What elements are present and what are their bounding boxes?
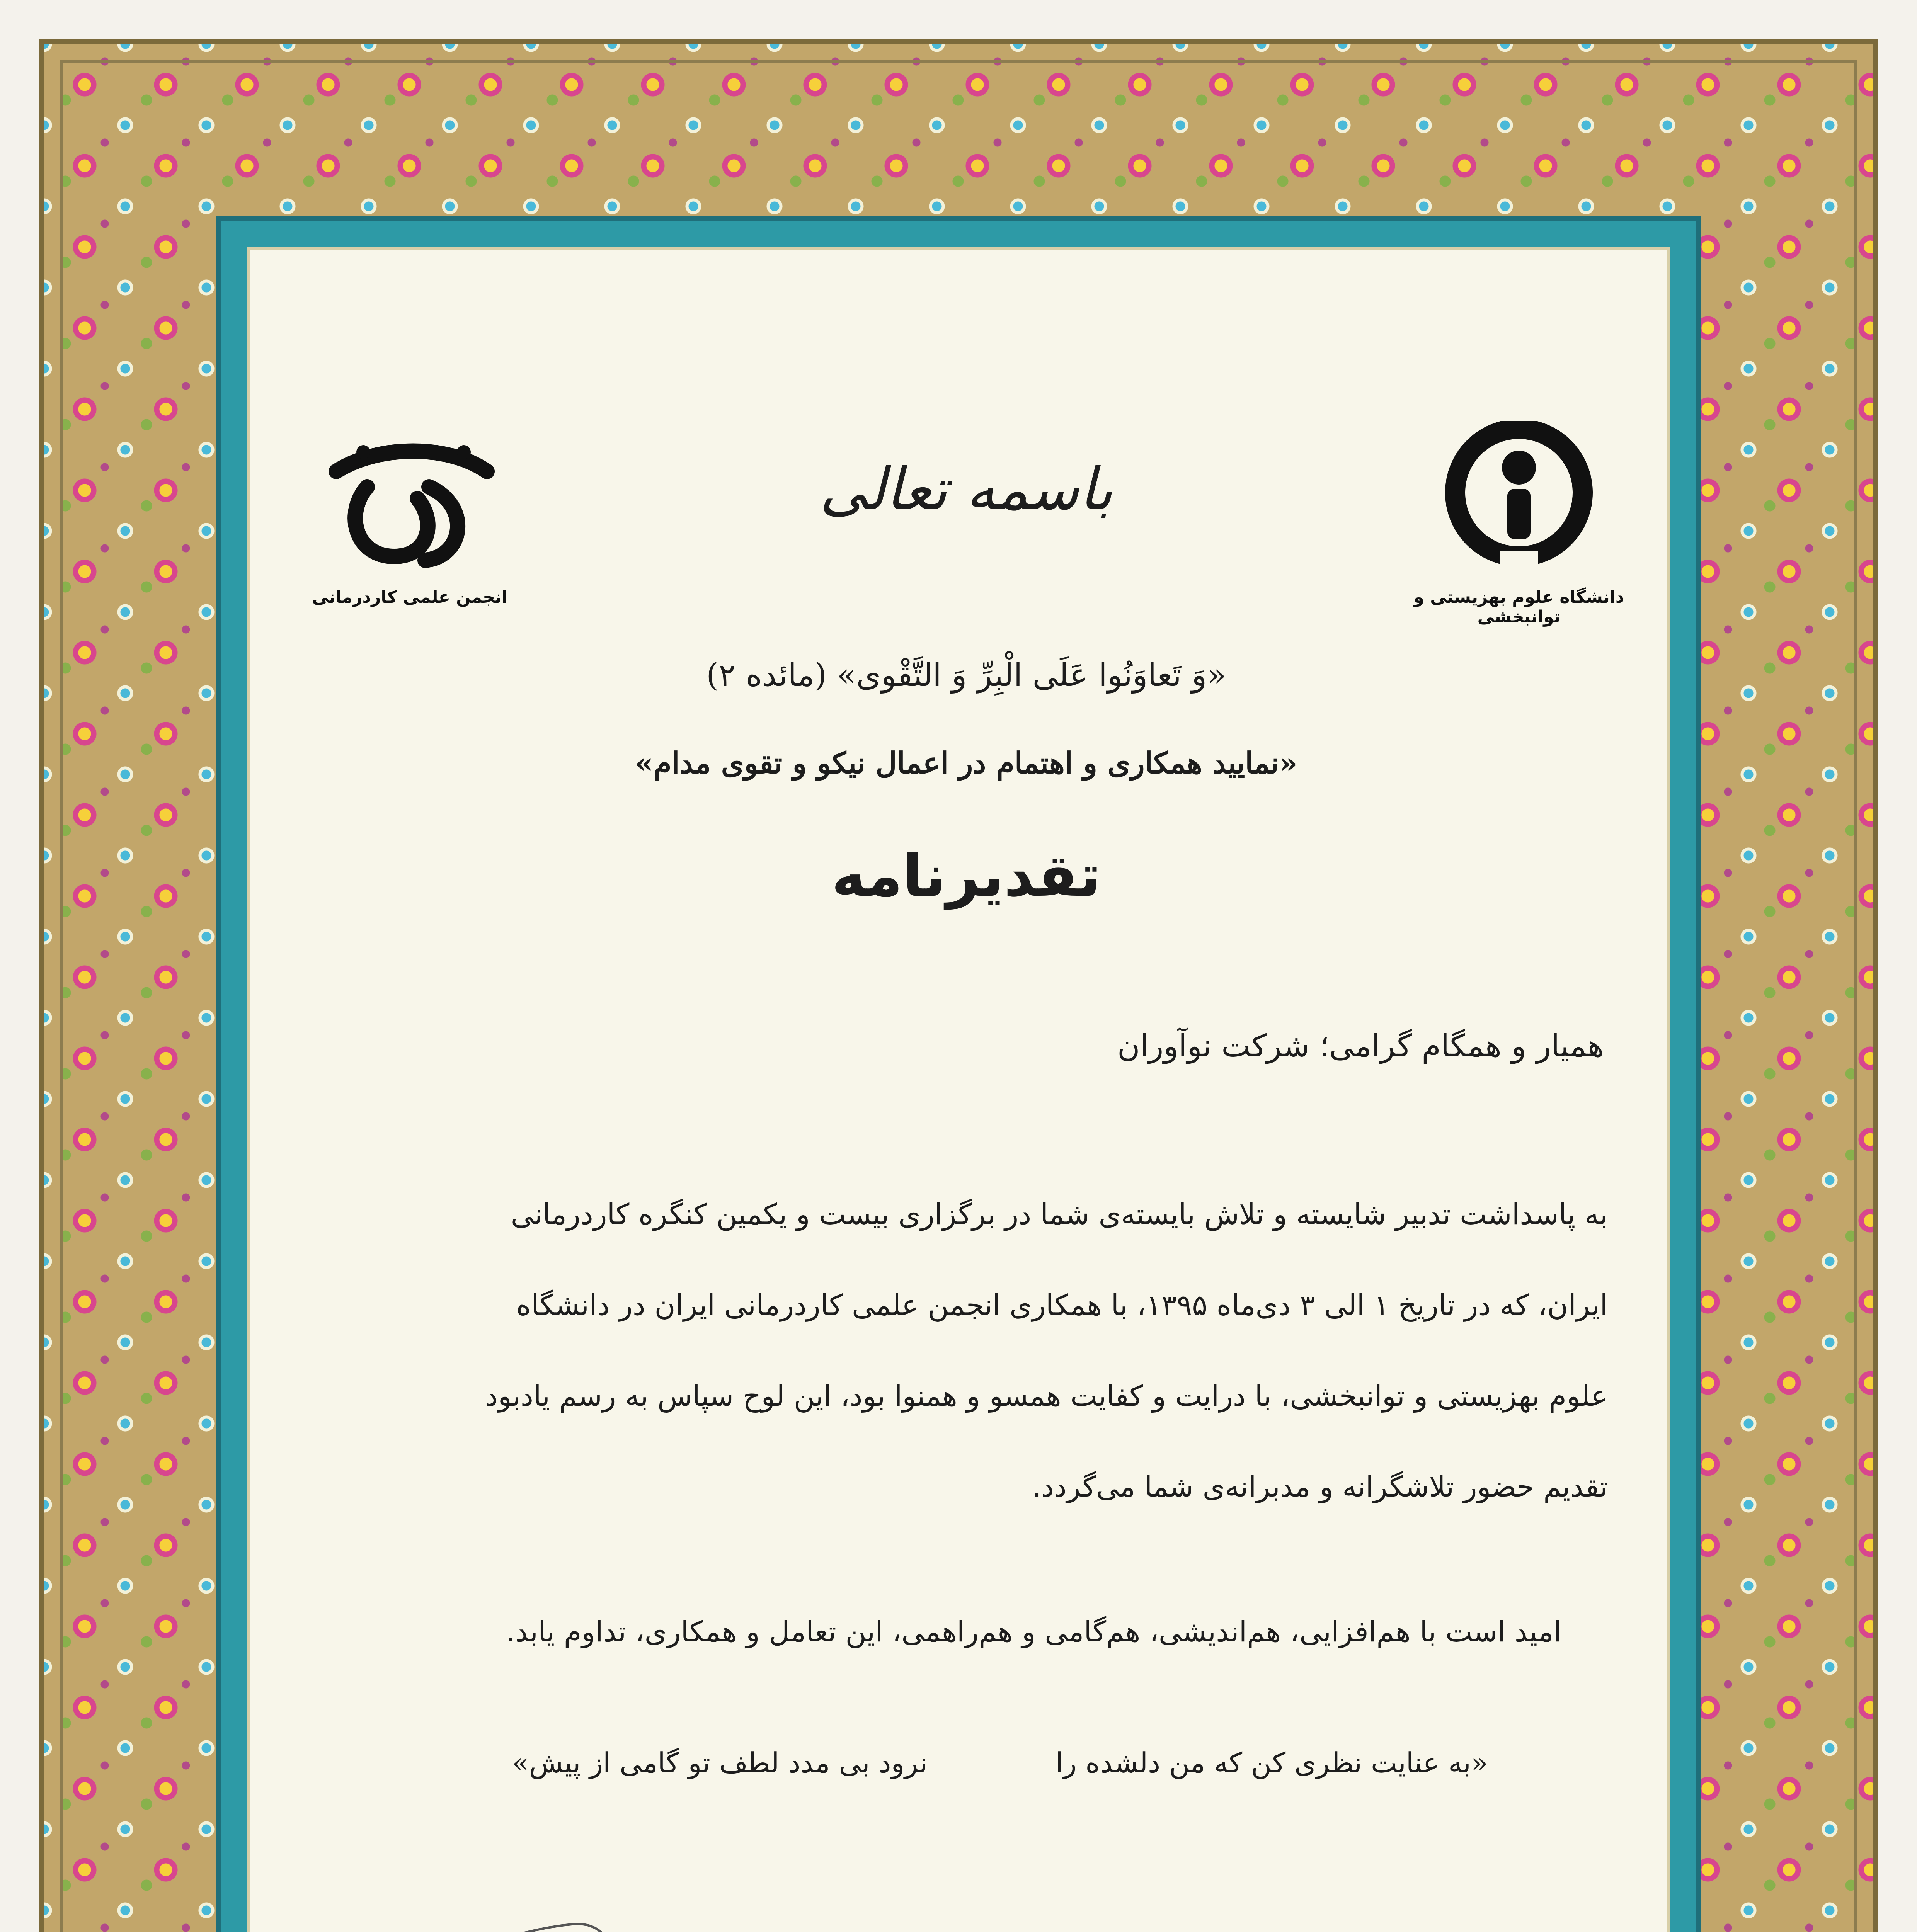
body-line-4: تقدیم حضور تلاشگرانه و مدبرانه‌ی شما می‌گردد. xyxy=(1032,1470,1608,1503)
verse-translation: «نمایید همکاری و اهتمام در اعمال نیکو و تقوی مدام» xyxy=(635,746,1298,780)
association-emblem-icon xyxy=(301,429,518,583)
basmala: باسمه تعالی xyxy=(819,456,1113,523)
association-logo xyxy=(301,429,518,607)
quran-verse: «وَ تَعاوَنُوا عَلَی الْبِرِّ وَ التَّقْوی» (مائده ۲) xyxy=(706,657,1226,694)
certificate-title: تقدیرنامه xyxy=(831,842,1101,910)
university-emblem-icon xyxy=(1411,421,1627,583)
recipient-line: همیار و همگام گرامی؛ شرکت نوآوران xyxy=(1117,1028,1604,1064)
body-line-3: علوم بهزیستی و توانبخشی، با درایت و کفایت همسو و همنوا بود، این لوح سپاس به رسم یادبود xyxy=(485,1379,1608,1413)
body-line-1: به پاسداشت تدبیر شایسته و تلاش بایسته‌ی شما در برگزاری بیست و یکمین کنگره کاردرمانی xyxy=(511,1198,1608,1231)
hope-line: امید است با هم‌افزایی، هم‌اندیشی، هم‌گامی و هم‌راهمی، این تعامل و همکاری، تداوم یابد. xyxy=(506,1615,1561,1648)
poem-left-hemistich: نرود بی مدد لطف تو گامی از پیش» xyxy=(512,1747,928,1779)
signature-left-icon xyxy=(294,1901,642,1932)
association-name: انجمن علمی کاردرمانی xyxy=(312,587,507,607)
university-name: دانشگاه علوم بهزیستی و توانبخشی xyxy=(1413,587,1624,627)
body-line-2: ایران، که در تاریخ ۱ الی ۳ دی‌ماه ۱۳۹۵، با همکاری انجمن علمی کاردرمانی ایران در دانشگاه xyxy=(516,1289,1608,1322)
university-logo xyxy=(1411,421,1627,627)
poem-right-hemistich: «به عنایت نظری کن که من دلشده را xyxy=(1055,1747,1488,1779)
